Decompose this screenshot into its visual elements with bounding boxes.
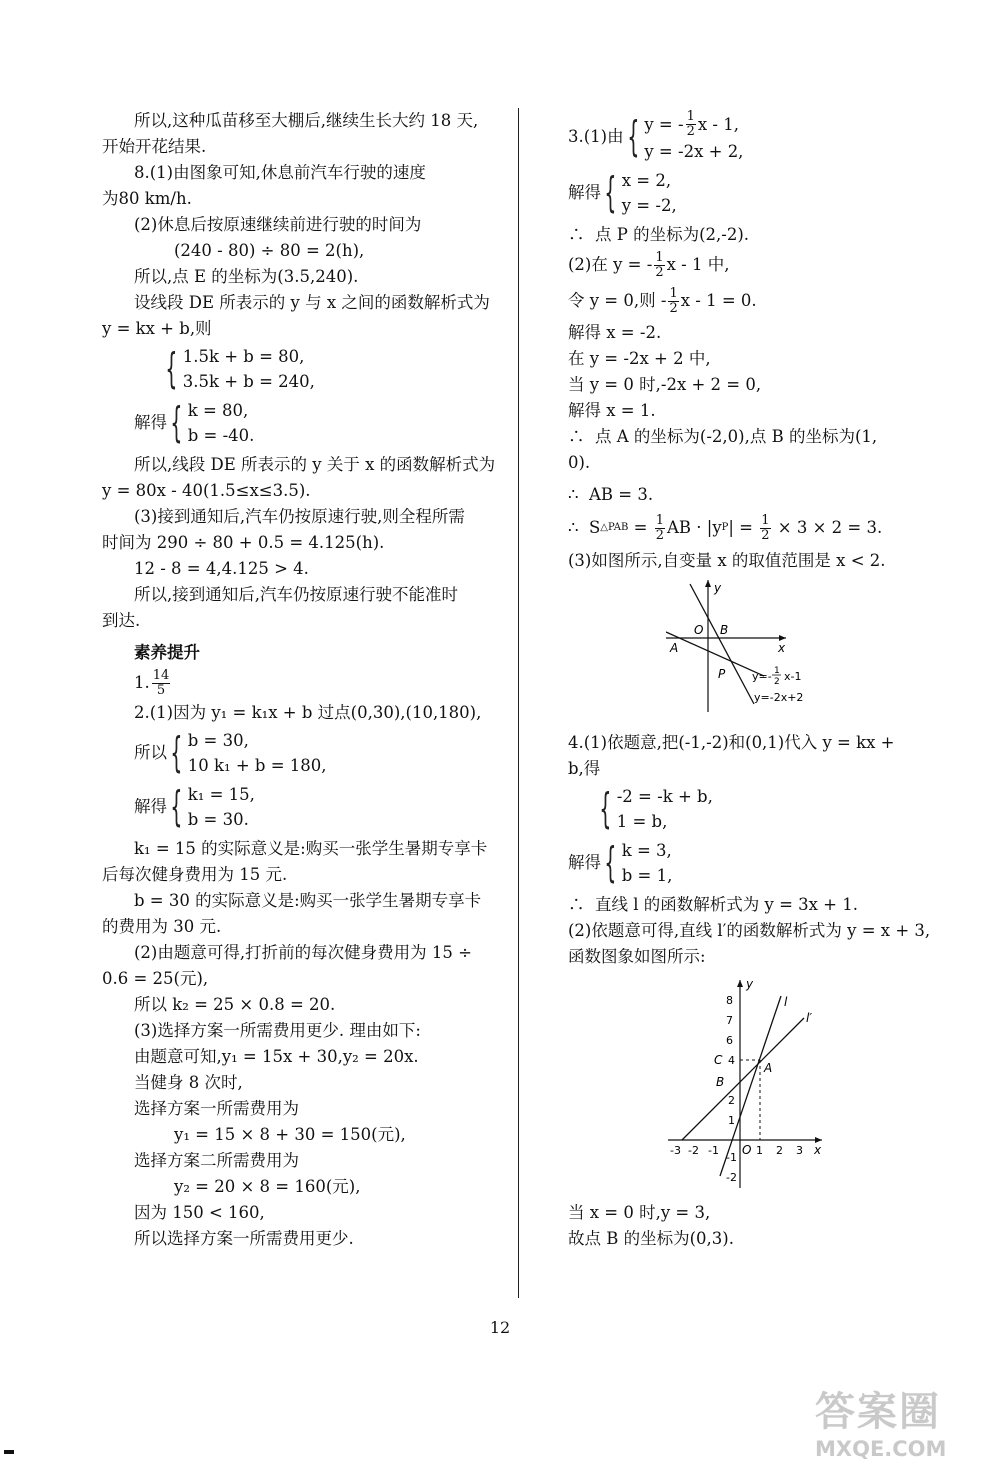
numerator: 1 — [669, 285, 678, 301]
text-line: 选择方案二所需费用为 — [134, 1151, 299, 1170]
y-tick: 7 — [726, 1014, 733, 1027]
text-part: (2)在 y = - — [568, 255, 653, 274]
line-1-label: y=- — [752, 670, 772, 683]
text-line: (240 - 80) ÷ 80 = 2(h), — [174, 241, 365, 260]
equation-row: y = -2x + 2, — [644, 142, 744, 161]
y-tick: 4 — [728, 1054, 735, 1067]
text-line: 2.(1)因为 y₁ = k₁x + b 过点(0,30),(10,180), — [134, 703, 482, 722]
fraction — [654, 251, 664, 280]
text-line: (3)接到通知后,汽车仍按原速行驶,则全程所需 — [134, 507, 465, 526]
text-line: 因为 150 < 160, — [134, 1203, 265, 1222]
point-b-label: B — [720, 623, 729, 637]
text-line: y = kx + b,则 — [102, 319, 212, 338]
area-formula — [568, 508, 968, 548]
text-line: 到达. — [102, 611, 141, 630]
point-a-label: A — [764, 1061, 773, 1075]
text-line: ∴ 点 P 的坐标为(2,-2). — [568, 225, 750, 244]
text-line: y₂ = 20 × 8 = 160(元), — [174, 1177, 361, 1196]
y-axis-arrow — [737, 980, 743, 987]
text-line: 8.(1)由图象可知,休息前汽车行驶的速度 — [134, 163, 426, 182]
page-number: 12 — [489, 1318, 511, 1337]
text-part: AB · |y — [666, 518, 722, 537]
fraction-denominator: 2 — [774, 677, 780, 687]
y-tick: 6 — [726, 1034, 733, 1047]
text-line: 12 - 8 = 4,4.125 > 4. — [134, 559, 309, 578]
y-axis-label: y — [714, 581, 722, 595]
text-line: 所以,线段 DE 所表示的 y 关于 x 的函数解析式为 — [134, 455, 496, 474]
text-line: 设线段 DE 所表示的 y 与 x 之间的函数解析式为 — [134, 293, 490, 312]
equation-row: b = 1, — [621, 866, 673, 885]
column-divider — [518, 108, 519, 1298]
watermark-logo — [815, 1380, 1000, 1468]
text-line: 0). — [568, 453, 591, 472]
text-line: 故点 B 的坐标为(0,3). — [568, 1229, 734, 1248]
point-c-label: C — [714, 1053, 723, 1067]
text-part: ∴ S — [568, 518, 601, 537]
denominator: 2 — [686, 124, 695, 139]
numerator: 14 — [152, 667, 170, 683]
text-line: 的费用为 30 元. — [102, 917, 222, 936]
system-lead: 所以 — [134, 743, 167, 762]
subscript: △PAB — [600, 522, 629, 533]
text-part: x - 1 = 0. — [680, 291, 757, 310]
numerator: 1 — [761, 512, 770, 528]
fraction — [668, 287, 678, 316]
text-line: 当 x = 0 时,y = 3, — [568, 1203, 711, 1222]
equation-row: -2 = -k + b, — [616, 787, 713, 806]
text-line: (2)休息后按原速继续前进行驶的时间为 — [134, 215, 422, 234]
x-axis-label: x — [814, 1143, 822, 1157]
text-part: × 3 × 2 = 3. — [772, 518, 883, 537]
text-line — [568, 248, 968, 282]
equation-row: b = -40. — [187, 426, 255, 445]
numerator: 1 — [686, 109, 695, 124]
text-line: 时间为 290 ÷ 80 + 0.5 = 4.125(h). — [102, 533, 385, 552]
y-axis-arrow — [705, 580, 711, 587]
denominator: 2 — [669, 300, 678, 316]
text-line: ∴ 点 A 的坐标为(-2,0),点 B 的坐标为(1, — [568, 427, 878, 446]
x-tick: 3 — [796, 1144, 803, 1157]
right-column — [568, 108, 968, 1252]
graph-1 — [666, 576, 846, 716]
graph-2 — [668, 976, 828, 1192]
equation-row — [644, 110, 743, 139]
text-line: 为80 km/h. — [102, 189, 192, 208]
brace-glyph: { — [165, 344, 178, 393]
fraction-numerator: 1 — [774, 666, 780, 676]
solution-lead: 解得 — [568, 183, 601, 202]
text-line: 由题意可知,y₁ = 15x + 30,y₂ = 20x. — [134, 1047, 419, 1066]
equation-row: 1 = b, — [616, 812, 668, 831]
text-line: (2)依题意可得,直线 l′的函数解析式为 y = x + 3, — [568, 921, 931, 940]
equation-row: y = -2, — [621, 196, 677, 215]
text-line: 所以选择方案一所需费用更少. — [134, 1229, 354, 1248]
fraction — [760, 514, 770, 543]
watermark-line-2: MXQE.COM — [815, 1437, 947, 1461]
text-line: 所以,接到通知后,汽车仍按原速行驶不能准时 — [134, 585, 458, 604]
text-line: y₁ = 15 × 8 + 30 = 150(元), — [174, 1125, 406, 1144]
text-line: (3)选择方案一所需费用更少. 理由如下: — [134, 1021, 421, 1040]
equation-part: y = - — [644, 115, 684, 134]
text-line: k₁ = 15 的实际意义是:购买一张学生暑期专享卡 — [134, 839, 488, 858]
brace-glyph: { — [599, 784, 612, 833]
answer-1-prefix: 1. — [134, 673, 150, 692]
text-part: = — [628, 518, 653, 537]
fraction — [152, 669, 171, 698]
text-line: (3)如图所示,自变量 x 的取值范围是 x < 2. — [568, 551, 886, 570]
text-line: 开始开花结果. — [102, 137, 207, 156]
subscript: P — [721, 522, 729, 533]
equation-row: 1.5k + b = 80, — [182, 347, 305, 366]
equation-system — [102, 728, 518, 778]
y-tick: 1 — [728, 1114, 735, 1127]
corner-mark — [4, 1450, 14, 1454]
y-tick: -2 — [726, 1171, 737, 1184]
brace-glyph: { — [170, 728, 183, 777]
brace-glyph: { — [604, 168, 617, 217]
text-line: (2)由题意可得,打折前的每次健身费用为 15 ÷ — [134, 943, 472, 962]
brace-glyph: { — [170, 398, 183, 447]
solution-system — [568, 838, 968, 888]
equation-system — [102, 344, 518, 394]
y-tick-labels — [726, 994, 737, 1184]
line-l-label: l — [784, 995, 788, 1009]
text-line: ∴ 直线 l 的函数解析式为 y = 3x + 1. — [568, 895, 858, 914]
solution-system — [102, 782, 518, 832]
x-tick: -3 — [670, 1144, 681, 1157]
numerator: 1 — [655, 249, 664, 265]
y-tick: -1 — [726, 1151, 737, 1164]
brace-glyph: { — [604, 838, 617, 887]
text-line: ∴ AB = 3. — [568, 485, 654, 504]
equation-row: b = 30, — [187, 731, 249, 750]
point-p-label: P — [718, 667, 726, 681]
x-tick: 1 — [756, 1144, 763, 1157]
answer-1 — [102, 666, 518, 700]
line-l-prime-label: l′ — [806, 1011, 813, 1025]
equation-part: x - 1, — [697, 115, 739, 134]
solution-system — [568, 168, 968, 218]
watermark-line-1: 答案圈 — [815, 1389, 941, 1435]
point-b-label: B — [716, 1075, 725, 1089]
left-column — [102, 108, 518, 1252]
text-line: 所以,这种瓜苗移至大棚后,继续生长大约 18 天, — [134, 111, 479, 130]
fraction — [655, 514, 665, 543]
text-line: 后每次健身费用为 15 元. — [102, 865, 288, 884]
system-lead: 3.(1)由 — [568, 127, 624, 146]
line-l-prime — [682, 1018, 804, 1140]
solution-lead: 解得 — [134, 413, 167, 432]
text-line: 选择方案一所需费用为 — [134, 1099, 299, 1118]
equation-row: k = 80, — [187, 401, 249, 420]
equation-row: 3.5k + b = 240, — [182, 372, 315, 391]
text-line — [568, 282, 968, 320]
denominator: 2 — [655, 264, 664, 280]
text-line: 0.6 = 25(元), — [102, 969, 209, 988]
y-tick: 8 — [726, 994, 733, 1007]
y-tick: 2 — [728, 1094, 735, 1107]
text-line: 4.(1)依题意,把(-1,-2)和(0,1)代入 y = kx + — [568, 733, 895, 752]
equation-system — [568, 110, 968, 164]
line-y-neg-2x-plus-2 — [690, 584, 754, 704]
equation-row: 10 k₁ + b = 180, — [187, 756, 327, 775]
brace-glyph: { — [170, 782, 183, 831]
text-line: 当健身 8 次时, — [134, 1073, 243, 1092]
point-a-label: A — [670, 641, 679, 655]
numerator: 1 — [655, 512, 664, 528]
section-heading: 素养提升 — [134, 643, 200, 662]
solution-system — [102, 398, 518, 448]
text-line: 所以,点 E 的坐标为(3.5,240). — [134, 267, 359, 286]
denominator: 2 — [761, 527, 770, 543]
denominator: 2 — [655, 527, 664, 543]
equation-row: k₁ = 15, — [187, 785, 255, 804]
text-part: 令 y = 0,则 - — [568, 291, 667, 310]
fraction — [686, 110, 696, 139]
denominator: 5 — [156, 682, 166, 698]
text-line: b,得 — [568, 759, 601, 778]
solution-lead: 解得 — [134, 797, 167, 816]
brace-glyph: { — [626, 112, 640, 161]
text-line: 函数图象如图所示: — [568, 947, 706, 966]
x-tick: -2 — [688, 1144, 699, 1157]
text-line: 在 y = -2x + 2 中, — [568, 349, 711, 368]
line-2-label: y=-2x+2 — [754, 691, 804, 704]
text-part: x - 1 中, — [666, 255, 730, 274]
text-line: 解得 x = 1. — [568, 401, 656, 420]
text-line: y = 80x - 40(1.5≤x≤3.5). — [102, 481, 311, 500]
x-tick: -1 — [708, 1144, 719, 1157]
text-line: 所以 k₂ = 25 × 0.8 = 20. — [134, 995, 336, 1014]
equation-row: b = 30. — [187, 810, 249, 829]
origin-label: O — [742, 1143, 752, 1157]
text-line: b = 30 的实际意义是:购买一张学生暑期专享卡 — [134, 891, 482, 910]
x-axis-label: x — [778, 641, 786, 655]
equation-system — [568, 784, 968, 834]
line-1-label-tail: x-1 — [784, 670, 802, 683]
x-tick: 2 — [776, 1144, 783, 1157]
equation-row: k = 3, — [621, 841, 672, 860]
equation-row: x = 2, — [621, 171, 672, 190]
text-line: 当 y = 0 时,-2x + 2 = 0, — [568, 375, 762, 394]
y-axis-label: y — [746, 977, 754, 991]
origin-label: O — [694, 623, 704, 637]
solution-lead: 解得 — [568, 853, 601, 872]
text-line: 解得 x = -2. — [568, 323, 662, 342]
text-part: | = — [728, 518, 759, 537]
